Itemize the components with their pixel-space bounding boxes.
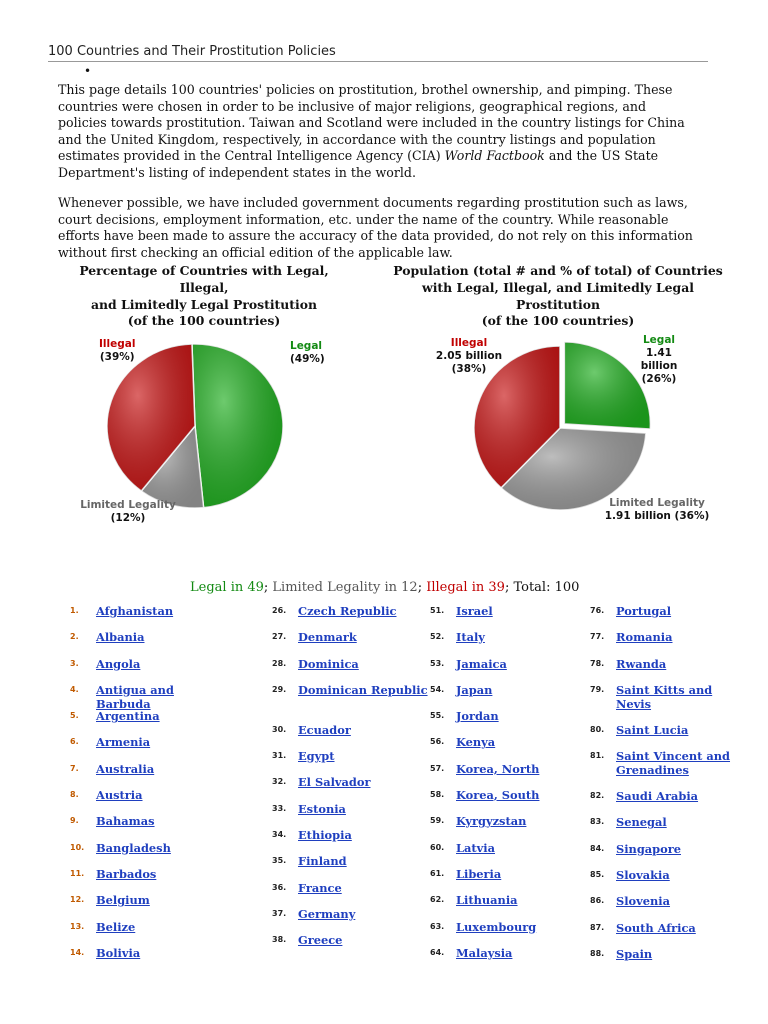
country-link[interactable]: Belize [96,919,136,934]
list-item [272,723,422,749]
list-item [70,920,220,946]
country-link[interactable]: Bahamas [96,814,155,829]
chart1-title [54,263,354,330]
chart2-legal-population: 1.41 billion [640,347,678,372]
list-item [70,867,220,893]
country-link[interactable]: Kenya [456,735,496,750]
list-item [272,854,422,880]
list-item [590,868,740,894]
chart2-legal-category: Legal [642,334,675,346]
chart2-legal-percent: (26%) [641,373,677,385]
country-link[interactable]: Italy [456,630,485,645]
country-column-1 [70,604,220,972]
chart1-illegal-category: Illegal [99,338,136,350]
list-item [590,894,740,920]
list-item-number: 77. [590,632,605,642]
country-link[interactable]: Barbados [96,866,157,881]
list-item-number: 32. [272,777,287,787]
list-item [590,657,740,683]
country-link[interactable]: Japan [456,682,493,697]
list-item-number: 78. [590,658,605,668]
list-item-number: 30. [272,724,287,734]
list-item [590,842,740,868]
chart2-illegal-label [435,337,503,376]
chart1-legal-value: (49%) [290,353,325,365]
list-item-number: 62. [430,895,445,905]
totals-separator: ; [504,580,514,595]
list-item-number: 81. [590,751,605,761]
list-item-number: 84. [590,843,605,853]
intro-text-a: This page details 100 countries' policies on prostitution, brothel ownership, and pimping. These countries were chosen in order to be inclusive of major religions, geographical regions, and policies towards prostitution. Taiwan and Scotland were included in the country listings for China and the United Kingdom, respectively, in accordance with the country listings and population estimates provided in the Central Intelligence Agency (CIA) [58,82,685,164]
list-item-number: 31. [272,751,287,761]
country-link[interactable]: Latvia [456,840,495,855]
list-item [70,709,220,735]
list-item [272,749,422,775]
chart1-title-line-1: Percentage of Countries with Legal, Illegal, [79,263,329,295]
country-link[interactable]: South Africa [616,920,696,935]
list-item-number: 3. [70,658,79,668]
country-link[interactable]: Saint Kitts and Nevis [616,682,713,711]
list-item-number: 35. [272,856,287,866]
list-item-number: 82. [590,791,605,801]
list-item [272,907,422,933]
country-link[interactable]: Senegal [616,815,667,830]
country-link[interactable]: Korea, South [456,788,540,803]
list-item [70,657,220,683]
list-item [70,788,220,814]
country-link[interactable]: Denmark [298,630,357,645]
chart1-limited-value: (12%) [110,512,146,524]
list-item-number: 29. [272,684,287,694]
chart2-limited-label [602,497,712,523]
list-item [590,921,740,947]
list-item [272,828,422,854]
totals-summary [190,580,579,595]
list-item-number: 5. [70,711,79,721]
list-item [430,604,580,630]
pie-slice-shading [192,344,283,508]
country-link[interactable]: Slovenia [616,894,671,909]
country-link[interactable]: El Salvador [298,775,371,790]
list-item [70,841,220,867]
list-item [430,683,580,709]
country-column-2 [272,604,428,960]
list-item [272,775,422,801]
chart2-limited-category: Limited Legality [609,497,705,509]
bullet-marker: • [84,64,92,78]
totals-separator: ; [417,580,427,595]
totals-illegal: Illegal in 39 [426,580,505,595]
list-item [430,946,580,972]
list-item [590,815,740,841]
country-link[interactable]: Ethiopia [298,828,352,843]
country-link[interactable]: Spain [616,946,653,961]
country-link[interactable]: Albania [96,630,145,645]
country-link[interactable]: Australia [96,761,155,776]
list-item-number: 4. [70,684,79,694]
list-item-number: 87. [590,922,605,932]
list-item [70,735,220,761]
world-factbook-title: World Factbook [444,148,545,164]
country-link[interactable]: Egypt [298,749,335,764]
list-item [590,789,740,815]
list-item [590,630,740,656]
country-link[interactable]: Estonia [298,801,346,816]
list-item-number: 79. [590,684,605,694]
list-item [430,788,580,814]
intro-paragraph-2: Whenever possible, we have included government documents regarding prostitution such as laws, court decisions, employment information, etc. under the name of the country. While reasonable efforts have been made to assure the accuracy of the data provided, do not rely on this information without first checking an official edition of the applicable law. [58,195,693,260]
chart2-title-line-3: Prostitution [516,296,600,312]
list-item-number: 83. [590,817,605,827]
country-link[interactable]: Jamaica [456,656,507,671]
country-link[interactable]: Afghanistan [96,604,174,618]
chart2-limited-value: 1.91 billion (36%) [604,510,710,522]
list-item [430,841,580,867]
country-link[interactable]: Malaysia [456,945,513,960]
list-item [430,762,580,788]
list-item-number: 56. [430,737,445,747]
list-item-number: 37. [272,908,287,918]
chart2-legal-label [626,334,692,386]
list-item-number: 7. [70,763,79,773]
country-link[interactable]: Dominica [298,656,359,671]
list-item-number: 76. [590,606,605,615]
list-item [70,946,220,972]
totals-separator: ; [263,580,273,595]
list-item-number: 2. [70,632,79,642]
list-item [430,709,580,735]
list-item-number: 36. [272,882,287,892]
list-item [272,657,422,683]
chart1-illegal-value: (39%) [99,351,135,363]
chart2-illegal-category: Illegal [450,337,488,349]
country-link[interactable]: Slovakia [616,868,670,883]
country-link[interactable]: Romania [616,630,673,645]
list-item [590,604,740,630]
list-item [70,762,220,788]
list-item-number: 52. [430,632,445,642]
list-item [272,802,422,828]
list-item-number: 60. [430,842,445,852]
list-item [430,920,580,946]
country-link[interactable]: Luxembourg [456,919,537,934]
list-item-number: 55. [430,711,445,721]
country-link[interactable]: Kyrgyzstan [456,814,527,829]
page-title: 100 Countries and Their Prostitution Policies [48,44,708,62]
list-item [590,749,740,789]
list-item-number: 14. [70,947,85,957]
list-item-number: 11. [70,868,85,878]
country-link[interactable]: Saint Vincent and Grenadines [616,749,731,778]
list-item-number: 9. [70,816,79,826]
list-item [430,814,580,840]
list-item [430,735,580,761]
list-item [590,683,740,723]
country-link[interactable]: Bolivia [96,945,141,960]
list-item [590,947,740,973]
list-item-number: 80. [590,724,605,734]
list-item-number: 10. [70,842,85,852]
country-link[interactable]: Czech Republic [298,604,397,618]
totals-total: Total: 100 [513,580,580,595]
list-item-number: 86. [590,896,605,906]
list-item [70,630,220,656]
list-item [430,657,580,683]
list-item [590,723,740,749]
chart1-illegal-label [99,338,135,364]
list-item-number: 27. [272,632,287,642]
list-item-number: 85. [590,870,605,880]
list-item-number: 28. [272,658,287,668]
list-item-number: 34. [272,830,287,840]
list-item-number: 61. [430,868,445,878]
list-item-number: 54. [430,684,445,694]
country-link[interactable]: Germany [298,906,356,921]
country-link[interactable]: Rwanda [616,656,667,671]
country-link[interactable]: Antigua and Barbuda [96,682,174,711]
list-item [272,630,422,656]
list-item-number: 26. [272,606,287,615]
chart1-title-line-2: and Limitedly Legal Prostitution [90,296,317,312]
list-item [272,933,422,959]
list-item [272,881,422,907]
list-item [430,893,580,919]
totals-legal: Legal in 49 [190,580,264,595]
chart1-legal-category: Legal [290,340,323,352]
country-link[interactable]: Portugal [616,604,672,618]
country-link[interactable]: Bangladesh [96,840,171,855]
intro-text-b: and the US State Department's listing of independent states in the world. [58,148,659,180]
country-link[interactable]: Lithuania [456,893,518,908]
country-column-4 [590,604,740,973]
list-item [272,604,422,630]
list-item-number: 88. [590,948,605,958]
list-item [70,814,220,840]
chart1-legal-label [290,340,325,366]
country-link[interactable]: Saudi Arabia [616,789,699,804]
list-item-number: 51. [430,606,445,615]
list-item-number: 64. [430,947,445,957]
chart2-title [388,263,728,330]
country-link[interactable]: Angola [96,656,141,671]
country-link[interactable]: Dominican Republic [298,682,428,697]
chart2-illegal-percent: (38%) [451,363,487,375]
chart1-limited-label [78,499,178,525]
chart1-title-line-3: (of the 100 countries) [127,313,281,329]
list-item [430,867,580,893]
country-link[interactable]: Singapore [616,841,681,856]
country-link[interactable]: Belgium [96,893,150,908]
country-link[interactable]: France [298,880,342,895]
chart2-title-line-2: with Legal, Illegal, and Limitedly Legal [422,279,694,295]
list-item-number: 1. [70,606,79,615]
list-item-number: 38. [272,935,287,945]
country-link[interactable]: Ecuador [298,722,351,737]
country-column-3 [430,604,580,972]
chart2-illegal-population: 2.05 billion [435,350,503,362]
country-link[interactable]: Greece [298,933,343,948]
chart2-title-line-4: (of the 100 countries) [481,313,635,329]
country-link[interactable]: Austria [96,788,143,803]
list-item [430,630,580,656]
list-item [272,682,428,723]
country-link[interactable]: Armenia [96,735,151,750]
chart1-limited-category: Limited Legality [80,499,176,511]
list-item-number: 12. [70,895,85,905]
country-link[interactable]: Korea, North [456,761,540,776]
totals-limited: Limited Legality in 12 [272,580,418,595]
list-item [70,683,220,709]
list-item-number: 8. [70,790,79,800]
list-item-number: 58. [430,790,445,800]
list-item-number: 57. [430,763,445,773]
list-item-number: 53. [430,658,445,668]
country-link[interactable]: Liberia [456,866,502,881]
chart2-title-line-1: Population (total # and % of total) of Countries [393,263,723,278]
list-item [70,604,220,630]
list-item [70,893,220,919]
list-item-number: 33. [272,803,287,813]
country-link[interactable]: Jordan [456,709,499,724]
list-item-number: 13. [70,921,85,931]
list-item-number: 6. [70,737,79,747]
intro-paragraph-1 [58,82,698,182]
list-item-number: 63. [430,921,445,931]
country-link[interactable]: Argentina [96,709,160,724]
country-link[interactable]: Finland [298,854,347,869]
list-item-number: 59. [430,816,445,826]
country-link[interactable]: Saint Lucia [616,722,689,737]
country-link[interactable]: Israel [456,604,493,618]
